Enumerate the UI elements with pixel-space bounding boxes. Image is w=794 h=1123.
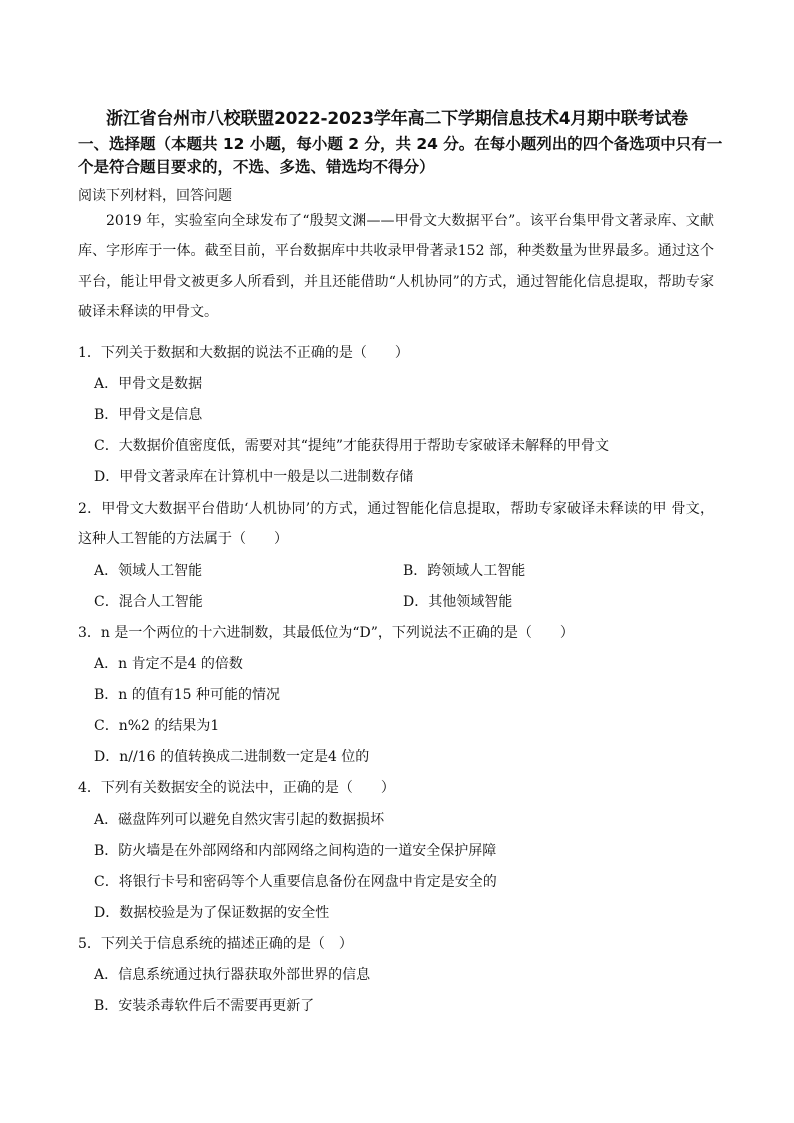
question-3-option-c: C．n%2 的结果为1 [94,718,220,734]
question-5-option-b: B．安装杀毒软件后不需要再更新了 [94,998,315,1014]
question-4-option-c: C．将银行卡号和密码等个人重要信息备份在网盘中肯定是安全的 [94,874,497,890]
exam-title: 浙江省台州市八校联盟2022-2023学年高二下学期信息技术4月期中联考试卷 [106,109,688,129]
question-1-option-d: D．甲骨文著录库在计算机中一般是以二进制数存储 [94,469,414,485]
question-4-stem: 4．下列有关数据安全的说法中，正确的是（ ） [78,780,395,796]
question-3-stem: 3．n 是一个两位的十六进制数，其最低位为“D”，下列说法不正确的是（ ） [78,625,574,641]
question-2-option-d: D．其他领域智能 [403,594,513,610]
question-2-option-c: C．混合人工智能 [94,594,203,610]
reading-instruction: 阅读下列材料，回答问题 [78,188,232,204]
reading-material: 2019 年，实验室向全球发布了“殷契文渊——甲骨文大数据平台”。该平台集甲骨文著录库、文献库、字形库于一体。截至目前，平台数据库中共收录甲骨著录152 部，种类数量为世界最多。通过这个平台，能让甲骨文被更多人所看到，并且还能借助“人机协同”的方式，通过智能化信息提取，帮助专家破译未释读的甲骨文。 [78,213,714,320]
question-3-option-d: D．n//16 的值转换成二进制数一定是4 位的 [94,749,370,765]
question-4-option-a: A．磁盘阵列可以避免自然灾害引起的数据损坏 [94,812,385,828]
question-1-option-a: A．甲骨文是数据 [94,376,203,392]
question-3-option-b: B．n 的值有15 种可能的情况 [94,687,281,703]
question-4-option-d: D．数据校验是为了保证数据的安全性 [94,905,330,921]
question-5-stem: 5．下列关于信息系统的描述正确的是（ ） [78,936,353,952]
question-2-option-a: A．领域人工智能 [94,563,203,579]
question-2-option-b: B．跨领域人工智能 [403,563,526,579]
question-4-option-b: B．防火墙是在外部网络和内部网络之间构造的一道安全保护屏障 [94,843,497,859]
question-1-option-b: B．甲骨文是信息 [94,407,203,423]
question-3-option-a: A．n 肯定不是4 的倍数 [94,656,243,672]
section-header: 一、选择题（本题共 12 小题，每小题 2 分，共 24 分。在每小题列出的四个备选项中只有一个是符合题目要求的，不选、多选、错选均不得分） [78,135,723,176]
question-1-stem: 1．下列关于数据和大数据的说法不正确的是（ ） [78,345,409,361]
question-1-option-c: C．大数据价值密度低，需要对其“提纯”才能获得用于帮助专家破译未解释的甲骨文 [94,438,610,454]
question-5-option-a: A．信息系统通过执行器获取外部世界的信息 [94,967,371,983]
question-2-stem: 2．甲骨文大数据平台借助‘人机协同’的方式，通过智能化信息提取，帮助专家破译未释读的甲 骨文，这种人工智能的方法属于（ ） [78,501,714,547]
